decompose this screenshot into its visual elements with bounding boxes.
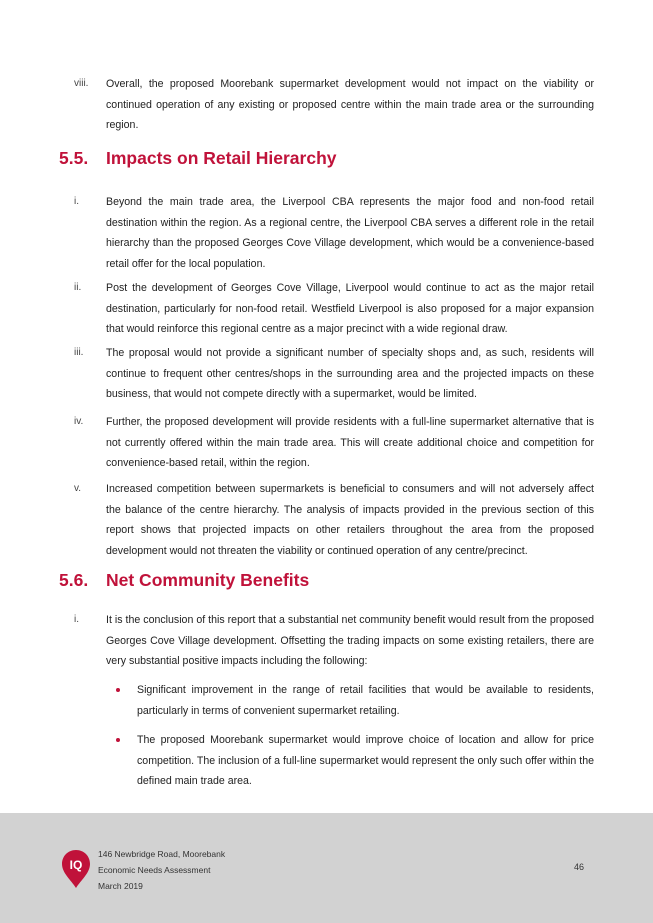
footer-info xyxy=(98,846,225,894)
bullet-icon xyxy=(116,738,120,742)
section-number: 5.6. xyxy=(59,570,89,590)
item-text: Further, the proposed development will provide residents with a full-line supermarket alternative that is not currently offered within the main trade area. This will create additional choice and competition for convenience-based retail, within the region. xyxy=(106,416,594,469)
item-text: Post the development of Georges Cove Village, Liverpool would continue to act as the major retail destination, particularly for non-food retail. Westfield Liverpool is also proposed for a major expansion that would reinforce this regional centre as a major precinct with a wide regional draw. xyxy=(106,282,594,335)
bullet-icon xyxy=(116,688,120,692)
item-number: i. xyxy=(74,196,79,207)
item-text: Increased competition between supermarkets is beneficial to consumers and will not adversely affect the balance of the centre hierarchy. The analysis of impacts provided in the previous section of this report shows that projected impacts on other retailers throughout the area from the proposed development would not threaten the viability or continued operation of any centre/precinct. xyxy=(106,483,594,557)
item-number: v. xyxy=(74,483,82,494)
footer-address: 146 Newbridge Road, Moorebank xyxy=(98,849,226,859)
item-number: viii. xyxy=(74,78,89,89)
logo-text: IQ xyxy=(69,858,83,872)
item-text: Overall, the proposed Moorebank supermarket development would not impact on the viability or continued operation of any existing or proposed centre within the main trade area or the surrounding region. xyxy=(106,78,594,131)
item-text: It is the conclusion of this report that a substantial net community benefit would result from the proposed Georges Cove Village development. Offsetting the trading impacts on some existing retailers, there are very substantial positive impacts including the following: xyxy=(106,614,594,667)
section-heading-5-6 xyxy=(59,570,309,591)
iq-logo-icon xyxy=(61,849,91,889)
bullet-text: The proposed Moorebank supermarket would improve choice of location and allow for price competition. The inclusion of a full-line supermarket would represent the only such offer within the defined main trade area. xyxy=(137,734,594,787)
footer-report-title: Economic Needs Assessment xyxy=(98,865,211,875)
bullet-text: Significant improvement in the range of retail facilities that would be available to residents, particularly in terms of convenient supermarket retailing. xyxy=(137,684,594,717)
section-heading-5-5 xyxy=(59,148,337,169)
section-title: Impacts on Retail Hierarchy xyxy=(106,148,337,168)
footer-date: March 2019 xyxy=(98,881,143,891)
item-number: iv. xyxy=(74,416,84,427)
item-text: Beyond the main trade area, the Liverpool CBA represents the major food and non-food retail destination within the region. As a regional centre, the Liverpool CBA serves a different role in the retail hierarchy than the proposed Georges Cove Village development, which would be a convenience-based retail offer for the local population. xyxy=(106,196,594,270)
page-footer xyxy=(0,813,653,923)
item-number: iii. xyxy=(74,347,84,358)
section-title: Net Community Benefits xyxy=(106,570,310,590)
page-number: 46 xyxy=(574,862,585,872)
item-number: i. xyxy=(74,614,79,625)
item-text: The proposal would not provide a significant number of specialty shops and, as such, residents will continue to frequent other centres/shops in the surrounding area and the projected impacts on these business, that would not compete directly with a supermarket, would be limited. xyxy=(106,347,594,400)
item-number: ii. xyxy=(74,282,82,293)
section-number: 5.5. xyxy=(59,148,89,168)
